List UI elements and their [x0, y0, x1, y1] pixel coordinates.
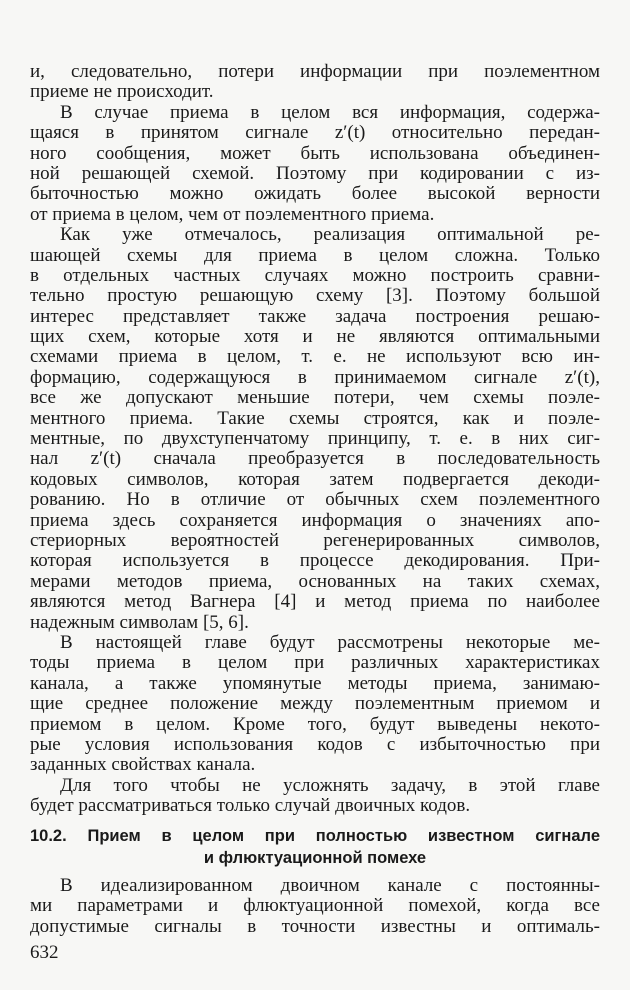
paragraph	[30, 633, 600, 776]
paragraph	[30, 103, 600, 225]
text-line: ного сообщения, может быть использована объединен-	[30, 142, 600, 164]
tail-paragraph	[30, 876, 600, 937]
text-line: тоды приема в целом при различных характеристиках	[30, 652, 600, 674]
text-line: Как уже отмечалось, реализация оптимальной ре-	[60, 224, 600, 246]
text-line: В идеализированном двоичном канале с постоянны-	[60, 875, 600, 896]
text-line: мерами методов приема, основанных на таких схемах,	[30, 570, 600, 592]
text-line: быточностью можно ожидать более высокой верности	[30, 183, 600, 205]
section-title-part-1: Прием в целом при полностью известном сигнале	[87, 827, 600, 845]
text-line: приеме не происходит.	[30, 81, 214, 103]
text-line: ментные, по двухступенчатому принципу, т. е. в них сиг-	[30, 428, 600, 450]
text-line: рые условия использования кодов с избыточностью при	[30, 733, 600, 755]
body-text	[30, 62, 600, 816]
text-line: и, следовательно, потери информации при поэлементном	[30, 61, 600, 82]
text-line: стериорных вероятностей регенерированных символов,	[30, 529, 600, 551]
section-heading	[30, 825, 600, 869]
text-line: тельно простую решающую схему [3]. Поэтому большой	[30, 285, 600, 307]
text-line: ментного приема. Такие схемы строятся, как и поэле-	[30, 407, 600, 429]
text-line: все же допускают меньшие потери, чем схемы поэле-	[30, 387, 600, 409]
text-line: ной решающей схемой. Поэтому при кодировании с из-	[30, 162, 600, 184]
section-heading-line-1	[30, 825, 600, 847]
text-line: щаяся в принятом сигнале z′(t) относительно передан-	[30, 122, 600, 144]
text-line: схемами приема в целом, т. е. не используют всю ин-	[30, 346, 600, 368]
paragraph	[30, 225, 600, 633]
text-line: ми параметрами и флюктуационной помехой, когда все	[30, 895, 600, 917]
text-line: допустимые сигналы в точности известны и оптималь-	[30, 915, 600, 937]
text-line: являются метод Вагнера [4] и метод приема по наиболее	[30, 591, 600, 613]
text-line: В настоящей главе будут рассмотрены некоторые ме-	[60, 631, 600, 653]
text-line: кодовых символов, которая затем подвергается декоди-	[30, 468, 600, 490]
text-line: в отдельных частных случаях можно построить сравни-	[30, 264, 600, 286]
text-line: от приема в целом, чем от поэлементного приема.	[30, 203, 435, 225]
text-line: формацию, содержащуюся в принимаемом сигнале z′(t),	[30, 366, 600, 388]
text-line: нал z′(t) сначала преобразуется в последовательность	[30, 448, 600, 470]
text-line: Для того чтобы не усложнять задачу, в этой главе	[60, 774, 600, 796]
text-line: приема здесь сохраняется информация о значениях апо-	[30, 509, 600, 531]
text-line: надежным символам [5, 6].	[30, 611, 249, 633]
text-line: которая используется в процессе декодирования. При-	[30, 550, 600, 572]
paragraph	[30, 776, 600, 817]
text-line: будет рассматриваться только случай двоичных кодов.	[30, 795, 471, 817]
text-line: рованию. Но в отличие от обычных схем поэлементного	[30, 489, 600, 511]
section-title-part-2: и флюктуационной помехе	[203, 849, 427, 867]
page-number: 632	[30, 942, 59, 963]
text-line: щих схем, которые хотя и не являются оптимальными	[30, 326, 600, 348]
text-line: шающей схемы для приема в целом сложна. Только	[30, 244, 600, 266]
section-number: 10.2.	[30, 827, 67, 845]
text-line: В случае приема в целом вся информация, содержа-	[60, 101, 600, 123]
paragraph	[30, 62, 600, 103]
text-line: канала, а также упомянутые методы приема, занимаю-	[30, 672, 600, 694]
text-line: приемом в целом. Кроме того, будут выведены некото-	[30, 713, 600, 735]
text-line: щие среднее положение между поэлементным приемом и	[30, 693, 600, 715]
text-line: интерес представляет также задача построения решаю-	[30, 305, 600, 327]
text-line: заданных свойствах канала.	[30, 754, 256, 776]
